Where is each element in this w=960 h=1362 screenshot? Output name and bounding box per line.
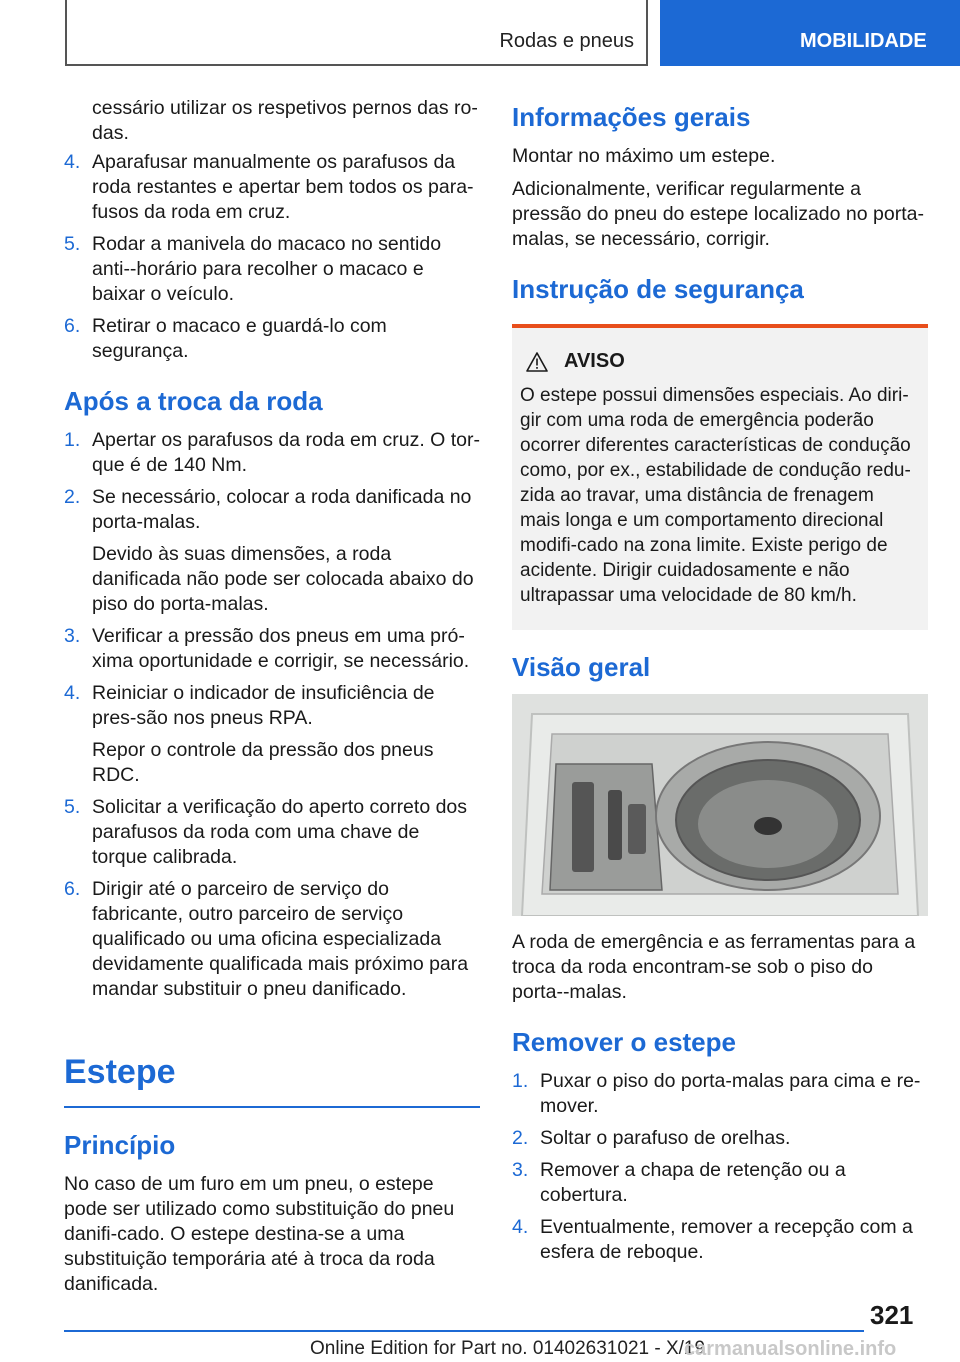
list-item: [512, 1069, 928, 1119]
step-text: Reiniciar o indicador de insuficiência de pres-são nos pneus RPA.: [92, 682, 435, 729]
steps-list-a: [64, 150, 480, 364]
step-number: 2.: [512, 1127, 529, 1149]
watermark: carmanualsonline.info: [684, 1338, 897, 1360]
step-number: 5.: [64, 233, 81, 255]
list-item: [64, 681, 480, 788]
heading-estepe: Estepe: [64, 1052, 480, 1108]
step-text: Apertar os parafusos da roda em cruz. O tor-que é de 140 Nm.: [92, 429, 481, 476]
step-number: 6.: [64, 878, 81, 900]
list-item: [64, 624, 480, 674]
list-item: [64, 428, 480, 478]
step-text: Remover a chapa de retenção ou a cobertura.: [540, 1159, 846, 1206]
step-number: 6.: [64, 315, 81, 337]
steps-list-b: [64, 428, 480, 1002]
step-text: Aparafusar manualmente os parafusos da roda restantes e apertar bem todos os para-fusos da roda em cruz.: [92, 151, 474, 223]
step-number: 4.: [64, 682, 81, 704]
list-item: [512, 1215, 928, 1265]
left-column: [64, 96, 480, 1297]
chapter-tab: MOBILIDADE: [660, 0, 960, 66]
trunk-spare-wheel-drawing: [512, 694, 928, 916]
step-number: 1.: [64, 429, 81, 451]
step-number: 3.: [64, 625, 81, 647]
heading-remover-estepe: Remover o estepe: [512, 1027, 736, 1057]
right-column: [512, 96, 928, 1272]
spare-wheel-illustration: [512, 694, 928, 916]
edition-note: Online Edition for Part no. 01402631021 - X/19: [310, 1338, 706, 1359]
step-number: 1.: [512, 1070, 529, 1092]
footer-divider: [64, 1330, 864, 1332]
step-subtext: Devido às suas dimensões, a roda danificada não pode ser colocada abaixo do piso do porta-malas.: [92, 543, 474, 615]
step-number: 5.: [64, 796, 81, 818]
list-item: [64, 795, 480, 870]
heading-seguranca: Instrução de segurança: [512, 274, 804, 304]
step-text: Se necessário, colocar a roda danificada no porta-malas.: [92, 486, 472, 533]
steps-list-c: [512, 1069, 928, 1265]
section-title: Rodas e pneus: [499, 30, 634, 52]
heading-informacoes: Informações gerais: [512, 102, 751, 132]
list-item: [512, 1158, 928, 1208]
step-number: 4.: [64, 151, 81, 173]
step-text: Rodar a manivela do macaco no sentido anti--horário para recolher o macaco e baixar o veículo.: [92, 233, 442, 305]
warning-label: AVISO: [564, 350, 625, 372]
step-subtext: Repor o controle da pressão dos pneus RDC.: [92, 739, 434, 786]
heading-visao-geral: Visão geral: [512, 652, 651, 682]
page-header: [0, 0, 960, 66]
step-text: Soltar o parafuso de orelhas.: [540, 1127, 791, 1149]
list-item: [64, 232, 480, 307]
warning-text: O estepe possui dimensões especiais. Ao diri-gir com uma roda de emergência poderão ocorrer diferentes características de condução como, por ex., estabilidade de condução redu-zida ao travar, uma distância de frenagem mais longa e um comportamento direcional modifi-cado na zona limite. Existe perigo de acidente. Dirigir cuidadosamente e não ultrapassar uma velocidade de 80 km/h.: [520, 385, 911, 606]
list-item: [64, 150, 480, 225]
info-paragraph-1: Montar no máximo um estepe.: [512, 145, 776, 167]
step-text: Puxar o piso do porta-malas para cima e re-mover.: [540, 1070, 921, 1117]
step-text: Solicitar a verificação do aperto correto dos parafusos da roda com uma chave de torque calibrada.: [92, 796, 468, 868]
step-text: Retirar o macaco e guardá-lo com segurança.: [92, 315, 387, 362]
list-item: [64, 485, 480, 617]
page-number: 321: [870, 1300, 914, 1330]
list-item: [64, 877, 480, 1002]
step-text: Dirigir até o parceiro de serviço do fabricante, outro parceiro de serviço qualificado ou uma oficina especializada devidamente qualificada mais próximo para mandar substituir o pneu danificado.: [92, 878, 469, 1000]
step-text: Eventualmente, remover a recepção com a esfera de reboque.: [540, 1216, 913, 1263]
step-text: Verificar a pressão dos pneus em uma pró-xima oportunidade e corrigir, se necessário.: [92, 625, 470, 672]
continued-text: cessário utilizar os respetivos pernos das ro-das.: [92, 97, 478, 144]
heading-apos-troca: Após a troca da roda: [64, 386, 323, 416]
principio-text: No caso de um furo em um pneu, o estepe pode ser utilizado como substituição do pneu danifi-cado. O estepe destina-se a uma substituição temporária até à troca da roda danificada.: [64, 1173, 455, 1295]
heading-principio: Princípio: [64, 1130, 176, 1160]
step-number: 2.: [64, 486, 81, 508]
list-item: [512, 1126, 928, 1151]
list-item: [64, 314, 480, 364]
step-number: 4.: [512, 1216, 529, 1238]
step-number: 3.: [512, 1159, 529, 1181]
warning-box: [512, 324, 928, 630]
warning-title: [520, 350, 918, 373]
info-paragraph-2: Adicionalmente, verificar regularmente a pressão do pneu do estepe localizado no porta-malas, se necessário, corrigir.: [512, 178, 924, 250]
warning-triangle-icon: [526, 352, 548, 372]
illustration-caption: A roda de emergência e as ferramentas para a troca da roda encontram-se sob o piso do porta--malas.: [512, 931, 916, 1003]
